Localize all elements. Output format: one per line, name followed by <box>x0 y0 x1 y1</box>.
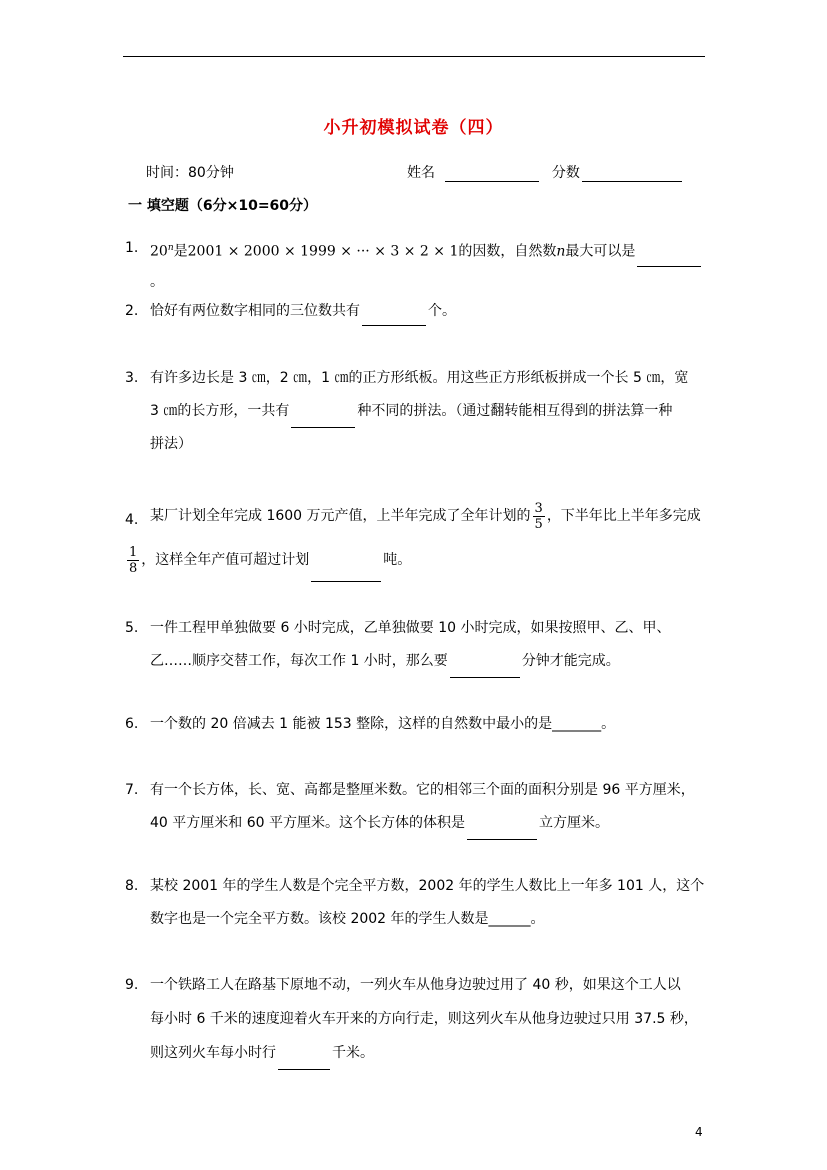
question-6 <box>125 709 710 739</box>
q4-text: 某厂计划全年完成 1600 万元产值，上半年完成了全年计划的 <box>150 508 531 524</box>
fraction-numerator: 1 <box>129 544 138 560</box>
time-label: 时间：80分钟 <box>146 165 234 181</box>
answer-blank[interactable] <box>311 566 381 582</box>
q3-line-3: 拼法） <box>150 436 192 452</box>
answer-blank[interactable]: ______ <box>488 911 531 927</box>
q1-end: 。 <box>150 273 164 290</box>
answer-blank[interactable] <box>637 251 701 267</box>
q9-end: 千米。 <box>332 1045 374 1061</box>
q3-line-2: 3 ㎝的长方形，一共有 <box>150 403 290 419</box>
question-number: 6. <box>125 716 139 732</box>
q1-variable: n <box>556 243 566 260</box>
q5-end: 分钟才能完成。 <box>521 653 620 669</box>
question-9 <box>125 968 710 1070</box>
q1-text-2: 的因数，自然数 <box>458 243 557 260</box>
question-number: 5. <box>125 620 139 636</box>
q7-end: 立方厘米。 <box>538 815 609 831</box>
name-field[interactable] <box>407 162 684 182</box>
q9-line-2: 每小时 6 千米的速度迎着火车开来的方向行走，则这列火车从他身边驶过只用 37.5 秒， <box>150 1011 698 1027</box>
q7-line-2: 40 平方厘米和 60 平方厘米。这个长方体的体积是 <box>150 815 465 831</box>
header-rule <box>123 56 705 57</box>
answer-blank[interactable] <box>467 824 537 840</box>
q1-base: 20 <box>150 243 168 260</box>
q3-line-2-post: 种不同的拼法。（通过翻转能相互得到的拼法算一种 <box>357 403 673 419</box>
page-number: 4 <box>695 1125 703 1139</box>
score-label: 分数 <box>551 165 580 181</box>
fraction-denominator: 5 <box>534 516 543 532</box>
question-1 <box>125 233 710 297</box>
q1-text-3: 最大可以是 <box>565 243 636 260</box>
name-label: 姓名 <box>407 165 435 181</box>
question-4 <box>125 494 710 582</box>
q6-end: 。 <box>601 716 616 732</box>
q4-end: 吨。 <box>383 552 412 568</box>
answer-blank[interactable]: _______ <box>552 716 602 732</box>
question-3 <box>125 362 710 461</box>
fraction-denominator: 8 <box>129 560 138 576</box>
question-number: 1. <box>125 240 139 256</box>
q8-end: 。 <box>530 911 545 927</box>
question-number: 8. <box>125 878 139 894</box>
q1-exponent: n <box>167 243 174 253</box>
fraction-three-fifths <box>533 501 545 532</box>
question-number: 3. <box>125 370 139 386</box>
section-heading: 一 填空题（6分×10=60分） <box>128 198 318 214</box>
q2-end: 个。 <box>428 303 456 319</box>
q5-line-2: 乙……顺序交替工作，每次工作 1 小时，那么要 <box>150 653 448 669</box>
answer-blank[interactable] <box>362 310 426 326</box>
question-number: 7. <box>125 782 139 798</box>
fraction-one-eighth <box>127 545 139 576</box>
q5-line-1: 一件工程甲单独做要 6 小时完成，乙单独做要 10 小时完成，如果按照甲、乙、甲、 <box>150 620 671 636</box>
question-number: 2. <box>125 303 139 319</box>
answer-blank[interactable] <box>278 1054 330 1070</box>
q9-line-3: 则这列火车每小时行 <box>150 1045 276 1061</box>
question-5 <box>125 612 710 678</box>
q9-line-1: 一个铁路工人在路基下原地不动，一列火车从他身边驶过用了 40 秒，如果这个工人以 <box>150 977 681 993</box>
question-2 <box>125 296 710 326</box>
question-8 <box>125 870 710 936</box>
q3-line-1: 有许多边长是 3 ㎝，2 ㎝，1 ㎝的正方形纸板。用这些正方形纸板拼成一个长 5 ㎝，宽 <box>150 370 689 386</box>
score-blank[interactable] <box>582 166 682 182</box>
answer-blank[interactable] <box>450 662 520 678</box>
q7-line-1: 有一个长方体，长、宽、高都是整厘米数。它的相邻三个面的面积分别是 96 平方厘米， <box>150 782 695 798</box>
q1-expression: 2001 × 2000 × 1999 × ··· × 3 × 2 × 1 <box>187 243 459 260</box>
q4-text-2: ，下半年比上半年多完成 <box>546 508 701 524</box>
question-7 <box>125 774 710 840</box>
fraction-numerator: 3 <box>534 500 543 516</box>
name-blank[interactable] <box>445 166 539 182</box>
q4-text-3: ，这样全年产值可超过计划 <box>141 552 310 568</box>
page-title: 小升初模拟试卷（四） <box>323 118 504 138</box>
question-number: 4. <box>125 512 139 528</box>
q8-line-1: 某校 2001 年的学生人数是个完全平方数，2002 年的学生人数比上一年多 101 人，这个 <box>150 878 705 894</box>
q8-line-2: 数字也是一个完全平方数。该校 2002 年的学生人数是 <box>150 911 489 927</box>
q6-text: 一个数的 20 倍减去 1 能被 153 整除，这样的自然数中最小的是 <box>150 716 553 732</box>
q2-text: 恰好有两位数字相同的三位数共有 <box>150 303 360 319</box>
question-number: 9. <box>125 977 139 993</box>
answer-blank[interactable] <box>291 412 355 428</box>
q1-text: 是 <box>173 243 188 260</box>
